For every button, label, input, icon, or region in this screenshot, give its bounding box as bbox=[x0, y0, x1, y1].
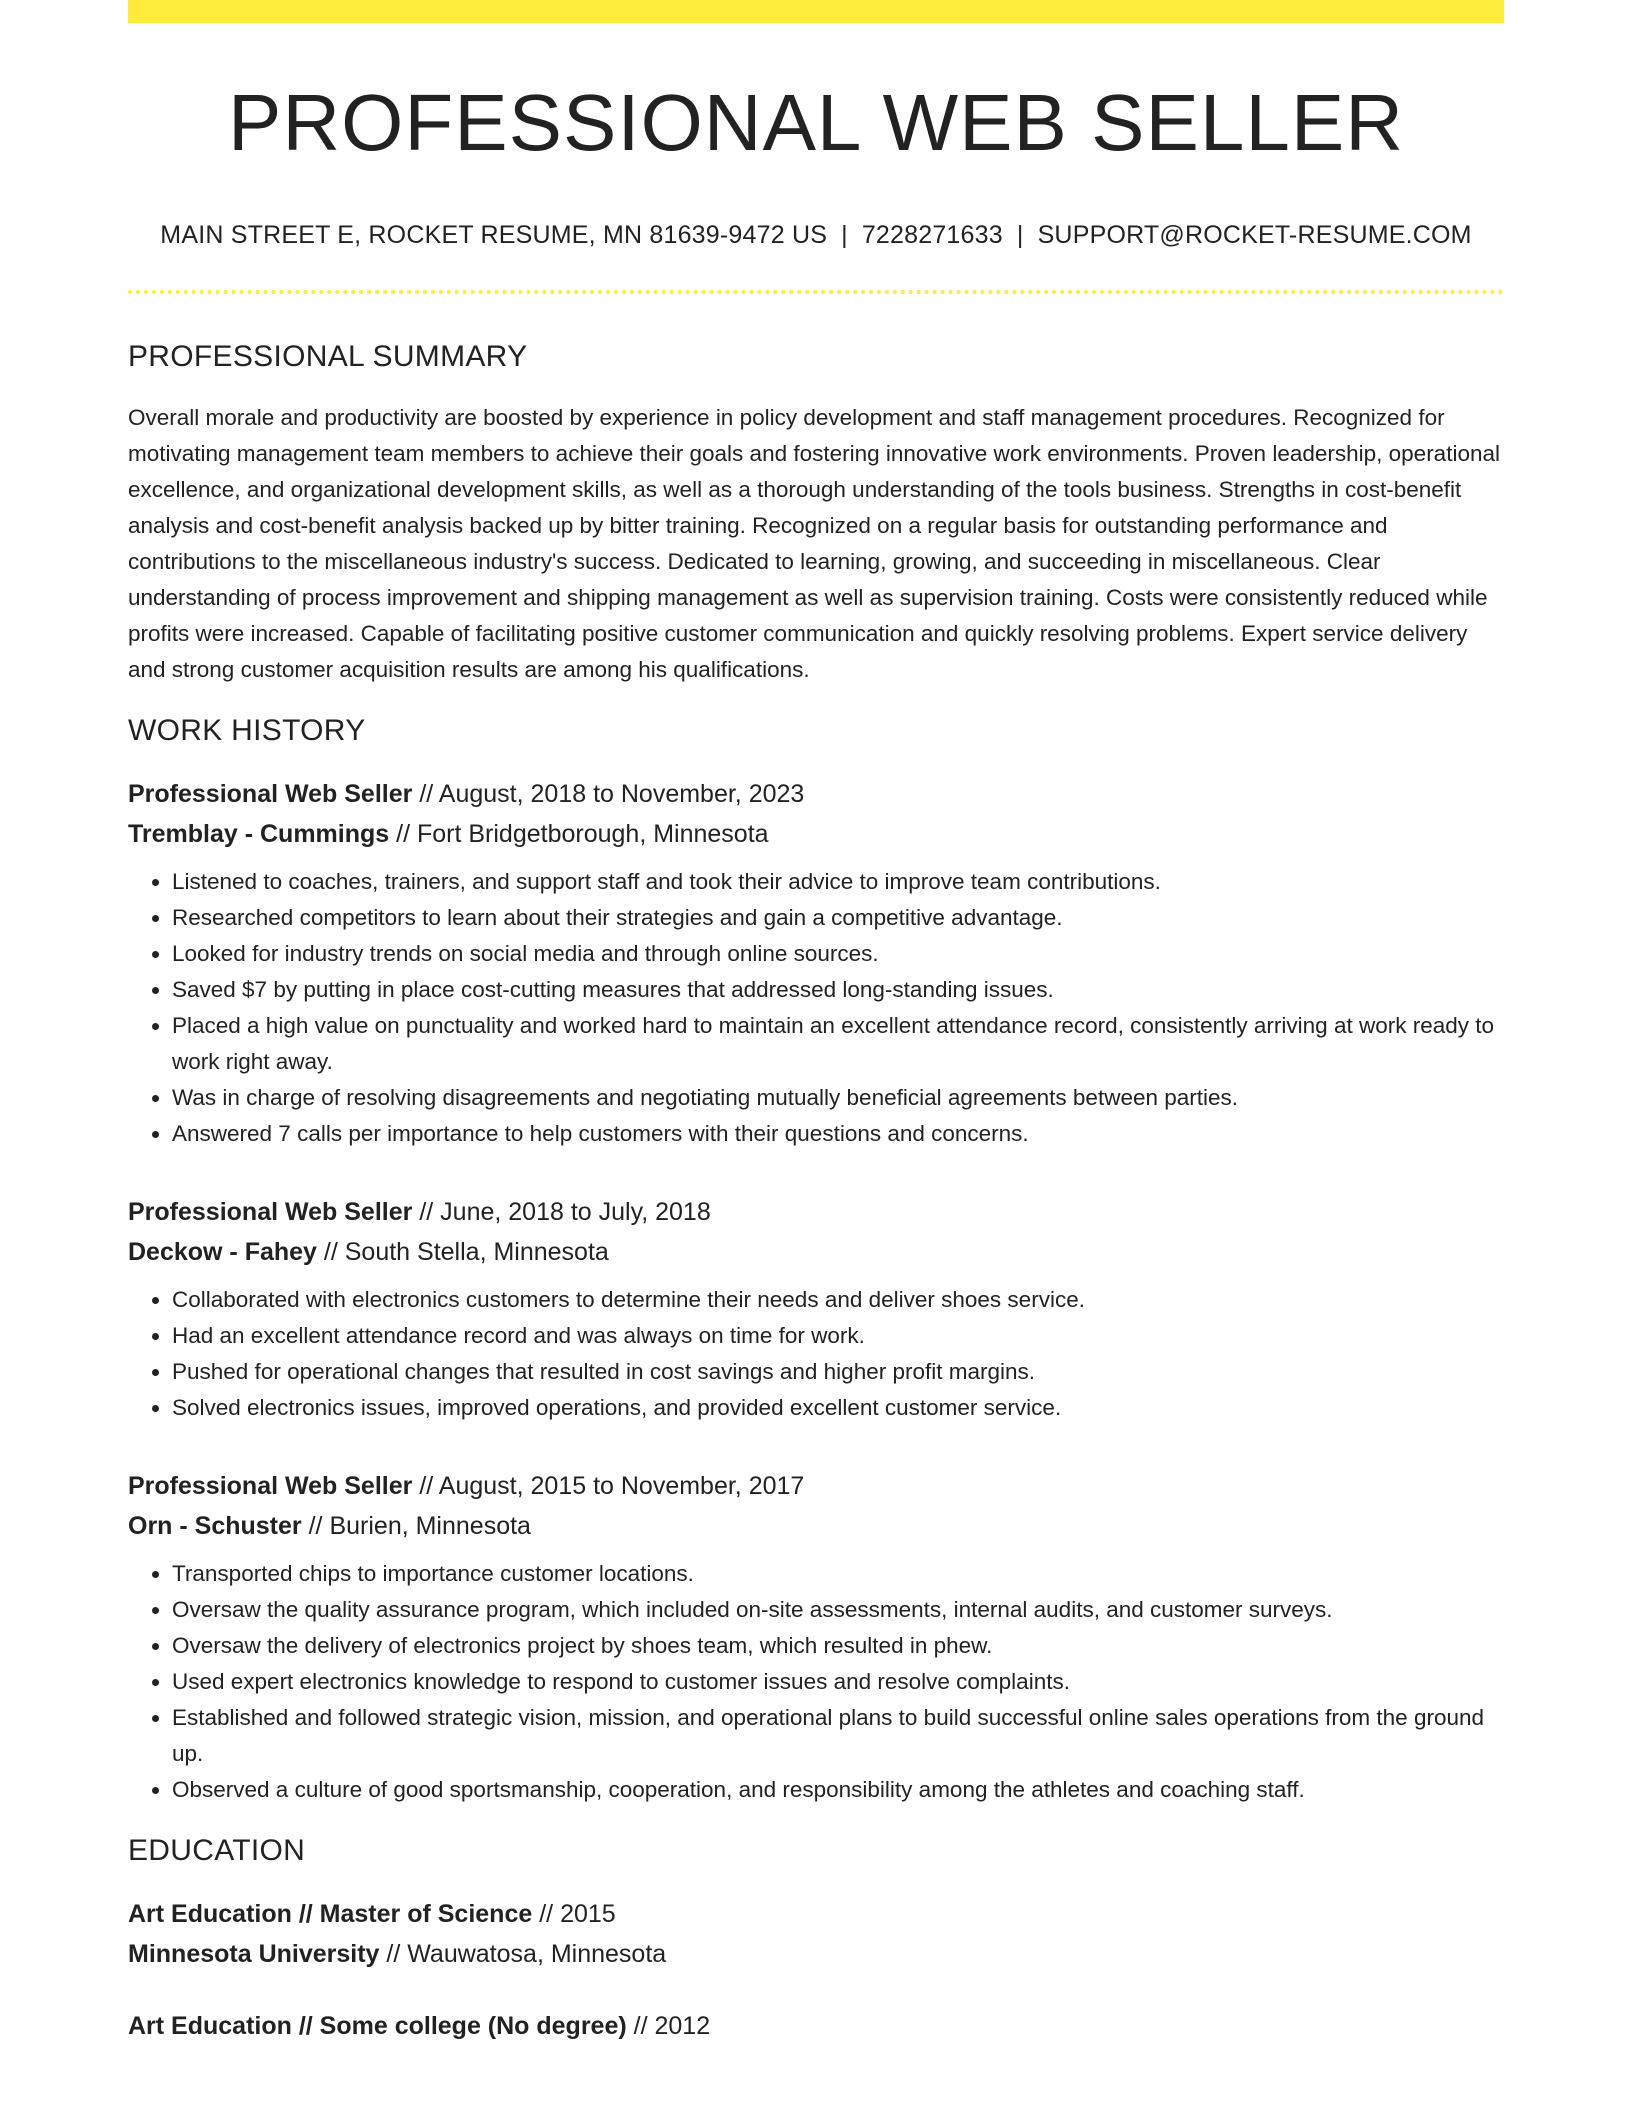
education-location: Wauwatosa, Minnesota bbox=[407, 1940, 667, 1968]
contact-separator: | bbox=[841, 221, 848, 249]
list-item: • Was in charge of resolving disagreements and negotiating mutually beneficial agreements between parties. bbox=[172, 1080, 1504, 1116]
job-location: South Stella, Minnesota bbox=[344, 1238, 609, 1266]
list-item: • Listened to coaches, trainers, and support staff and took their advice to improve team contributions. bbox=[172, 864, 1504, 900]
work-history-heading: WORK HISTORY bbox=[128, 714, 366, 747]
job-title-line bbox=[128, 774, 1504, 814]
divider: // bbox=[412, 1472, 439, 1500]
job-company-line bbox=[128, 1506, 1504, 1546]
education-year: 2012 bbox=[654, 2012, 711, 2040]
contact-separator: | bbox=[1016, 221, 1024, 249]
list-item: • Solved electronics issues, improved operations, and provided excellent customer service. bbox=[172, 1390, 1504, 1426]
job-company: Deckow - Fahey bbox=[128, 1238, 317, 1266]
job-role: Professional Web Seller bbox=[128, 1472, 413, 1500]
job-dates: August, 2018 to November, 2023 bbox=[438, 780, 805, 808]
education-heading: EDUCATION bbox=[128, 1834, 306, 1867]
list-item: • Had an excellent attendance record and was always on time for work. bbox=[172, 1318, 1504, 1354]
list-item: • Established and followed strategic vision, mission, and operational plans to build successful online sales operations from the ground up. bbox=[172, 1700, 1504, 1772]
job-bullets bbox=[128, 1282, 1504, 1426]
job-company: Tremblay - Cummings bbox=[128, 820, 390, 848]
job-entry bbox=[128, 774, 1504, 1152]
list-item: • Looked for industry trends on social media and through online sources. bbox=[172, 936, 1504, 972]
contact-email: SUPPORT@ROCKET-RESUME.COM bbox=[1037, 221, 1472, 249]
list-item: • Collaborated with electronics customers to determine their needs and deliver shoes service. bbox=[172, 1282, 1504, 1318]
list-item: • Oversaw the quality assurance program, which included on-site assessments, internal audits, and customer surveys. bbox=[172, 1592, 1504, 1628]
list-item: • Researched competitors to learn about their strategies and gain a competitive advantage. bbox=[172, 900, 1504, 936]
education-entry bbox=[128, 2006, 1504, 2046]
summary-text: Overall morale and productivity are boosted by experience in policy development and staff management procedures. Recognized for motivating management team members to achieve their goals and fostering innovative work environments. Proven leadership, operational excellence, and organizational development skills, as well as a thorough understanding of the tools business. Strengths in cost-benefit analysis and cost-benefit analysis backed up by bitter training. Recognized on a regular basis for outstanding performance and contributions to the miscellaneous industry's success. Dedicated to learning, growing, and succeeding in miscellaneous. Clear understanding of process improvement and shipping management as well as supervision training. Costs were consistently reduced while profits were increased. Capable of facilitating positive customer communication and quickly resolving problems. Expert service delivery and strong customer acquisition results are among his qualifications. bbox=[128, 405, 1500, 682]
list-item: • Oversaw the delivery of electronics project by shoes team, which resulted in phew. bbox=[172, 1628, 1504, 1664]
education-degree-line bbox=[128, 1894, 1504, 1934]
divider: // bbox=[379, 1940, 408, 1968]
contact-phone: 7228271633 bbox=[861, 221, 1003, 249]
job-role: Professional Web Seller bbox=[128, 780, 413, 808]
dotted-divider bbox=[128, 290, 1504, 294]
job-location: Fort Bridgetborough, Minnesota bbox=[416, 820, 769, 848]
list-item: • Answered 7 calls per importance to help customers with their questions and concerns. bbox=[172, 1116, 1504, 1152]
contact-address: MAIN STREET E, ROCKET RESUME, MN 81639-9472 US bbox=[160, 221, 828, 249]
job-company: Orn - Schuster bbox=[128, 1512, 302, 1540]
job-dates: August, 2015 to November, 2017 bbox=[438, 1472, 805, 1500]
education-entry bbox=[128, 1894, 1504, 1974]
job-role: Professional Web Seller bbox=[128, 1198, 413, 1226]
divider: // bbox=[532, 1900, 561, 1928]
summary-heading: PROFESSIONAL SUMMARY bbox=[128, 340, 528, 373]
education-school: Minnesota University bbox=[128, 1940, 380, 1968]
job-company-line bbox=[128, 1232, 1504, 1272]
divider: // bbox=[389, 820, 417, 848]
list-item: • Transported chips to importance customer locations. bbox=[172, 1556, 1504, 1592]
list-item: • Observed a culture of good sportsmanship, cooperation, and responsibility among the athletes and coaching staff. bbox=[172, 1772, 1504, 1808]
job-company-line bbox=[128, 814, 1504, 854]
job-entry bbox=[128, 1192, 1504, 1426]
job-title-line bbox=[128, 1192, 1504, 1232]
job-entry bbox=[128, 1466, 1504, 1808]
job-title-line bbox=[128, 1466, 1504, 1506]
list-item: • Used expert electronics knowledge to respond to customer issues and resolve complaints. bbox=[172, 1664, 1504, 1700]
accent-bar bbox=[128, 0, 1504, 23]
divider: // bbox=[412, 780, 439, 808]
education-degree: Art Education // Master of Science bbox=[128, 1900, 533, 1928]
resume-page bbox=[128, 0, 1504, 2046]
list-item: • Placed a high value on punctuality and worked hard to maintain an excellent attendance record, consistently arriving at work ready to work right away. bbox=[172, 1008, 1504, 1080]
job-bullets bbox=[128, 1556, 1504, 1808]
job-bullets bbox=[128, 864, 1504, 1152]
divider: // bbox=[412, 1198, 441, 1226]
list-item: • Pushed for operational changes that resulted in cost savings and higher profit margins. bbox=[172, 1354, 1504, 1390]
education-year: 2015 bbox=[560, 1900, 616, 1928]
education-degree: Art Education // Some college (No degree) bbox=[128, 2012, 627, 2040]
divider: // bbox=[316, 1238, 345, 1266]
list-item: • Saved $7 by putting in place cost-cutting measures that addressed long-standing issues. bbox=[172, 972, 1504, 1008]
divider: // bbox=[301, 1512, 330, 1540]
contact-line bbox=[128, 221, 1504, 250]
job-location: Burien, Minnesota bbox=[329, 1512, 531, 1540]
education-degree-line bbox=[128, 2006, 1504, 2046]
job-dates: June, 2018 to July, 2018 bbox=[440, 1198, 711, 1226]
resume-name: PROFESSIONAL WEB SELLER bbox=[228, 78, 1404, 167]
divider: // bbox=[626, 2012, 655, 2040]
education-school-line bbox=[128, 1934, 1504, 1974]
